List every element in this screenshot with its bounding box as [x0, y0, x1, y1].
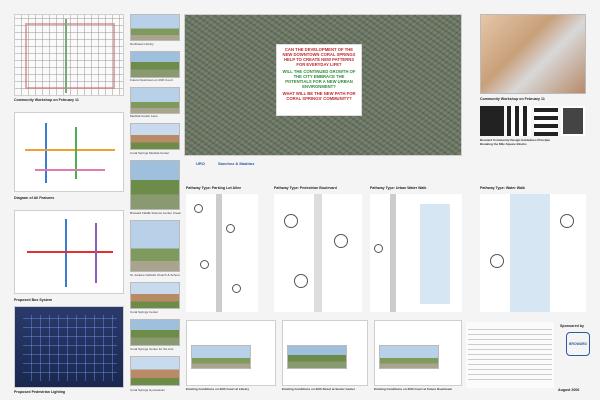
existing-library-panel [186, 320, 276, 386]
pathway-urban-title: Pathway Type: Urban Water Walk [370, 186, 427, 190]
pathway-parking-sketch [186, 194, 258, 312]
tree-icon [374, 244, 383, 253]
date-label: August 2006 [558, 388, 580, 392]
water-channel [510, 194, 550, 312]
pathway-ped-title: Pathway Type: Pedestrian Boulevard [274, 186, 337, 190]
tree-icon [226, 224, 235, 233]
urban-water [420, 204, 450, 304]
caption-medical-lane: Medical Center Lane [130, 114, 158, 118]
photo-gymnasium [130, 356, 180, 386]
question-1: CAN THE DEVELOPMENT OF THE NEW DOWNTOWN CORAL SPRINGS HELP TO CREATE NEW PATTERNS FOR EVERYDAY LIFE? [282, 47, 356, 67]
diagram-line-pink [35, 169, 105, 171]
pathway-ped-sketch [274, 194, 362, 312]
caption-sponsored: Sponsored by [560, 324, 584, 328]
photo-future-downtown [130, 51, 180, 78]
broward-logo: BROWARD [566, 332, 590, 356]
schedule-panel [466, 322, 554, 388]
urban-walk [390, 194, 396, 312]
pathway-urban-sketch [370, 194, 462, 312]
tree-icon [284, 214, 298, 228]
tree-icon [194, 204, 203, 213]
lighting-grid [23, 315, 117, 381]
existing-library-photo [191, 345, 251, 369]
caption-broward-creek: Broward Fiddlik Science Center Creek [130, 211, 181, 215]
diagram-all-features [14, 112, 124, 192]
diagram-line-blue [45, 123, 47, 183]
tree-icon [294, 274, 308, 288]
schedule-lines [468, 326, 552, 384]
existing-future-photo [379, 345, 439, 369]
caption-existing-library: Existing Conditions on 29th Court at Library [186, 387, 250, 391]
block-diagram-1 [480, 106, 504, 136]
caption-gymnasium: Coral Springs Gymnasium [130, 388, 166, 392]
photo-medical-center [130, 123, 180, 150]
workshop-map-left [14, 14, 124, 96]
tree-icon [200, 260, 209, 269]
pedestrian-lighting-map [14, 306, 124, 388]
existing-future-panel [374, 320, 462, 386]
logo-strip [190, 159, 460, 171]
caption-st-andrew: St. Andrew Catholic Church & School [130, 273, 180, 277]
pathway-parking-title: Pathway Type: Parking Lot Allee [186, 186, 242, 190]
photo-northwest-library [130, 14, 180, 41]
caption-bus-system: Proposed Bus System [14, 298, 53, 302]
photo-center-arts [130, 319, 180, 346]
photo-broward-creek [130, 160, 180, 210]
block-diagram-4 [561, 106, 585, 136]
bus-route-purple [95, 223, 97, 283]
photo-medical-lane [130, 87, 180, 114]
caption-existing-senior: Existing Conditions on 29th Street at Senior Center [282, 387, 356, 391]
workshop-map-annotations [25, 23, 115, 89]
block-diagram-2 [507, 106, 531, 136]
question-box [276, 44, 362, 116]
tree-icon [334, 234, 348, 248]
workshop-photo-right [480, 14, 586, 94]
existing-senior-panel [282, 320, 368, 386]
caption-existing-future: Existing Conditions on 29th Court at Future Downtown [374, 387, 453, 391]
question-3: WHAT WILL BE THE NEW PATH FOR CORAL SPRINGS' COMMUNITY? [282, 91, 356, 101]
workshop-map-road [65, 19, 67, 93]
caption-workshop-left: Community Workshop on February 11 [14, 98, 79, 102]
caption-nw-library: Northwest Library [130, 42, 154, 46]
parking-aisle [216, 194, 222, 312]
uro-logo: URO [196, 161, 205, 166]
photo-coral-center [130, 282, 180, 309]
block-diagrams [480, 106, 586, 136]
caption-coral-center: Coral Springs Center [130, 310, 159, 314]
caption-future-downtown: Future Downtown on 29th Court [130, 78, 173, 82]
question-2: WILL THE CONTINUED GROWTH OF THE CITY EMBRACE THE POTENTIALS FOR A NEW URBAN ENVIRONMENT? [282, 69, 356, 89]
caption-center-arts: Coral Springs Center for the Arts [130, 347, 174, 351]
block-diagram-3 [534, 106, 558, 136]
diagram-line-orange [25, 149, 115, 151]
boulevard-strip [314, 194, 322, 312]
tree-icon [232, 284, 241, 293]
caption-breaking-blocks: Breaking the Mile Square Blocks [480, 142, 527, 146]
pathway-water-title: Pathway Type: Water Walk [480, 186, 525, 190]
caption-ped-lighting: Proposed Pedestrian Lighting [14, 390, 66, 394]
sanchez-logo: Sanchez & Maddux [218, 161, 255, 166]
caption-medical-center: Coral Springs Medical Center [130, 151, 170, 155]
tree-icon [490, 254, 504, 268]
tree-icon [560, 214, 574, 228]
bus-route-vertical [65, 219, 67, 287]
photo-st-andrew [130, 220, 180, 272]
caption-broward-design: Broward Community Design Guidelines Principle [480, 138, 551, 142]
bus-system-map [14, 210, 124, 294]
caption-diagram-features: Diagram of All Features [14, 196, 55, 200]
caption-workshop-right: Community Workshop on February 11 [480, 97, 545, 101]
pathway-water-sketch [480, 194, 586, 312]
existing-senior-photo [287, 345, 347, 369]
bus-route-horizontal [27, 251, 113, 253]
diagram-line-green [75, 127, 77, 179]
